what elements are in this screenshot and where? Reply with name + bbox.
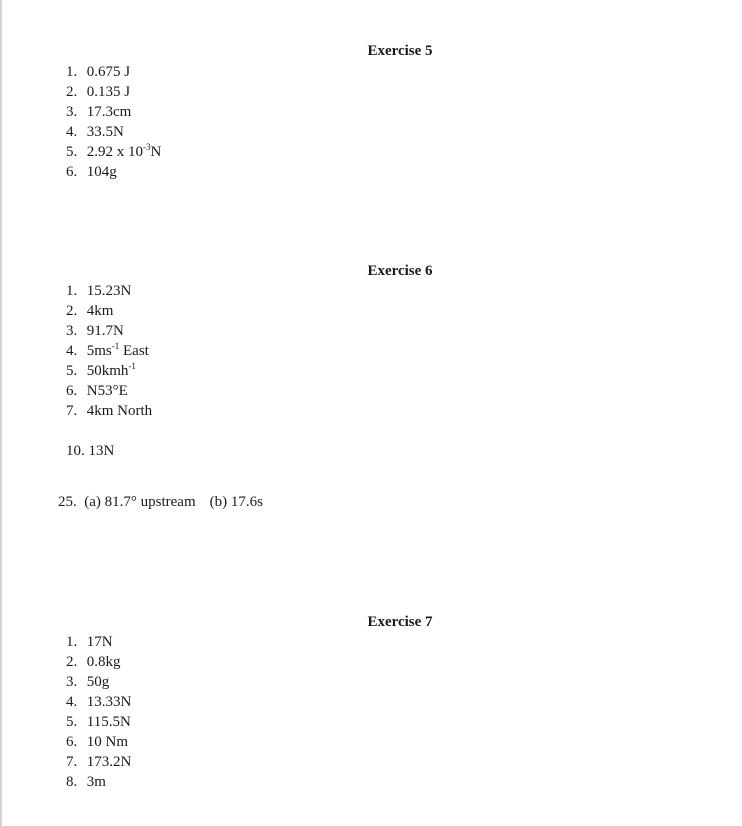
answer-item: 8. 3m [66,774,106,790]
answer-item: 1. 15.23N [66,283,132,299]
answer-item: 2. 0.8kg [66,654,121,670]
exercise-6-answer-10: 10. 13N [66,443,115,459]
exercise-5-answer-list [66,62,161,182]
answer-item: 2. 4km [66,303,114,319]
answer-item: 7. 173.2N [66,754,132,770]
answer-item: 3. 17.3cm [66,104,132,120]
answer-item: 4. 33.5N [66,124,124,140]
answer-item: 1. 17N [66,634,113,650]
exercise-5-title: Exercise 5 [367,43,433,59]
exercise-7-title: Exercise 7 [367,614,433,630]
answer-item: 3. 91.7N [66,323,124,339]
exercise-6-answer-25: 25. (a) 81.7° upstream (b) 17.6s [58,494,263,510]
exercise-6-answer-list [66,281,152,421]
answer-item: 6. N53°E [66,383,128,399]
answer-item: 6. 104g [66,164,117,180]
answer-item: 5. 115.5N [66,714,131,730]
answer-item: 4. 13.33N [66,694,132,710]
answer-item: 4. $5ms^{-1}$ East [66,341,149,359]
answer-item: 3. 50g [66,674,110,690]
exercise-6-title: Exercise 6 [367,263,433,279]
answer-item: 7. 4km North [66,403,153,419]
answer-item: 5. 50kmh$^{-1}$ [66,361,136,379]
exercise-7-answer-list [66,632,131,792]
answer-item: 5. 2.92 x $10^{-3}N$ [66,142,162,160]
answer-item: 6. 10 Nm [66,734,128,750]
answer-item: 1. 0.675 J [66,64,131,80]
page-left-border [0,0,2,826]
answer-item: 2. 0.135 J [66,84,131,100]
